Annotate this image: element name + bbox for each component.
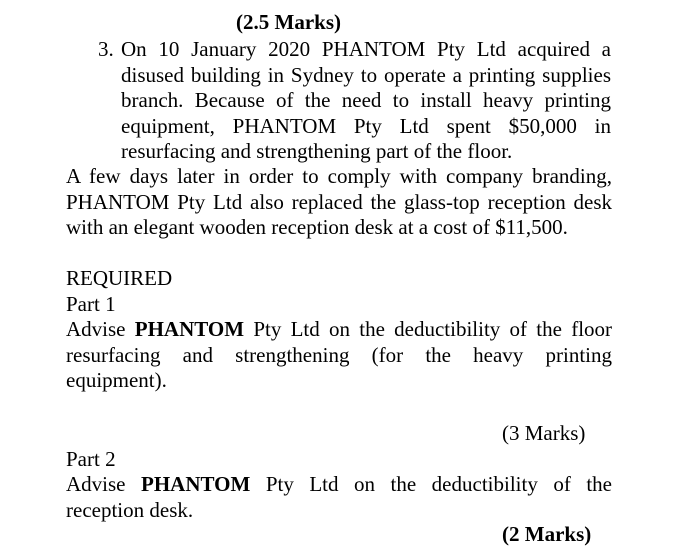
required-heading: REQUIRED — [66, 266, 173, 290]
part1-advise-word: Advise — [66, 317, 126, 341]
part2-advise-word: Advise — [66, 472, 126, 496]
previous-question-marks: (2.5 Marks) — [236, 10, 341, 34]
part1-text: Pty Ltd on the deductibility of the floor resurfacing and strengthening (for the heavy printing equipment). — [66, 317, 613, 392]
followup-paragraph: A few days later in order to comply with company branding, PHANTOM Pty Ltd also replaced the glass-top reception desk with an elegant wooden reception desk at a cost of $11,500. — [66, 164, 612, 239]
part1-company-name: PHANTOM — [134, 317, 245, 341]
part2-instruction — [66, 472, 612, 523]
part2-label: Part 2 — [66, 447, 116, 471]
question-number: 3. — [98, 37, 114, 61]
part1-marks: (3 Marks) — [502, 421, 586, 445]
part2-text: Pty Ltd on the deductibility of the reception desk. — [66, 472, 612, 522]
part1-instruction — [66, 317, 612, 394]
question-text: On 10 January 2020 PHANTOM Pty Ltd acquired a disused building in Sydney to operate a printing supplies branch. Because of the need to install heavy printing equipment, PHANTOM Pty Ltd spent $50,000 in resurfacing and strengthening part of the floor. — [121, 37, 611, 163]
part2-company-name: PHANTOM — [141, 472, 251, 496]
part2-marks: (2 Marks) — [502, 522, 592, 546]
part1-label: Part 1 — [66, 292, 116, 316]
